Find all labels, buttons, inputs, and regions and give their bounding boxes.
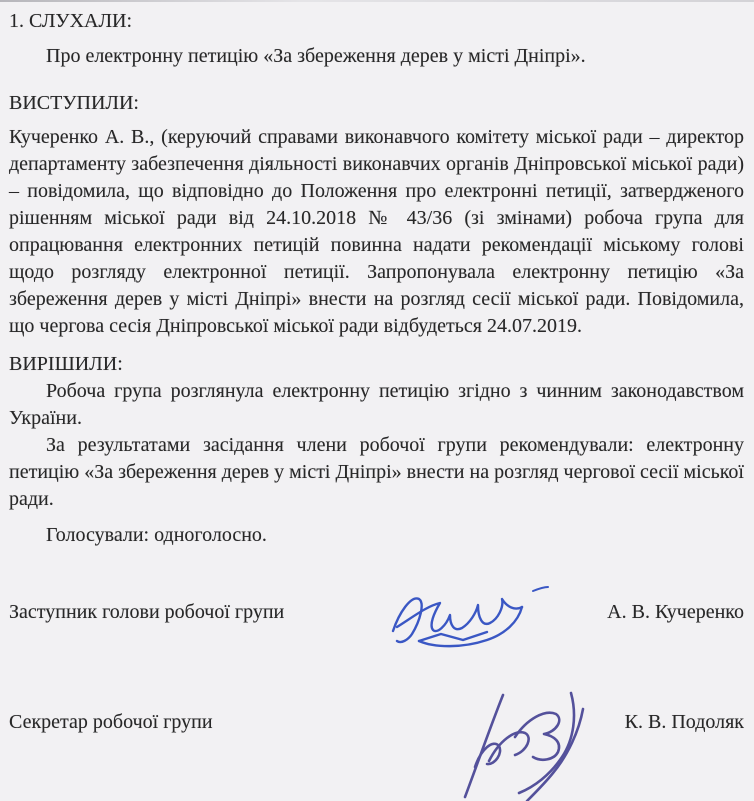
signature-role-secretary: Секретар робочої групи <box>9 711 213 733</box>
voting-line: Голосували: одноголосно. <box>46 524 267 546</box>
signature-name-kucherenko: А. В. Кучеренко <box>607 601 744 623</box>
scan-edge-artifact <box>0 0 754 2</box>
vystupyly-heading: ВИСТУПИЛИ: <box>9 92 139 114</box>
vyrishyly-paragraph-2: За результатами засідання члени робочої групи рекомендували: електронну петицію «За збереження дерев у місті Дніпрі» внести на розгляд чергової сесії міської ради. <box>9 434 744 510</box>
slukhaly-heading: 1. СЛУХАЛИ: <box>9 10 133 32</box>
vyrishyly-heading: ВИРІШИЛИ: <box>9 353 123 375</box>
signature-row-podoliak <box>9 709 744 736</box>
signature-podoliak-ink-image <box>457 679 629 801</box>
signature-row-kucherenko <box>9 599 744 626</box>
signature-kucherenko-ink-image <box>383 577 555 661</box>
vystupyly-paragraph: Кучеренко А. В., (керуючий справами виконавчого комітету міської ради – директор департаменту забезпечення діяльності виконавчих органів Дніпровської міської ради) – повідомила, що відповідно до Положення про електронні петиції, затвердженого рішенням міської ради від 24.10.2018 № 43/36 (зі змінами) робоча група для опрацювання електронних петицій повинна надати рекомендації міському голові щодо розгляду електронної петиції. Запропонувала електронну петицію «За збереження дерев у місті Дніпрі» внести на розгляд сесії міської ради. Повідомила, що чергова сесія Дніпровської міської ради відбудеться 24.07.2019. <box>9 126 744 337</box>
vyrishyly-paragraph-1: Робоча група розглянула електронну петицію згідно з чинним законодавством України. <box>9 380 744 429</box>
slukhaly-paragraph: Про електронну петицію «За збереження дерев у місті Дніпрі». <box>46 45 586 67</box>
signature-role-deputy-head: Заступник голови робочої групи <box>9 601 285 623</box>
signature-name-podoliak: К. В. Подоляк <box>624 711 744 733</box>
